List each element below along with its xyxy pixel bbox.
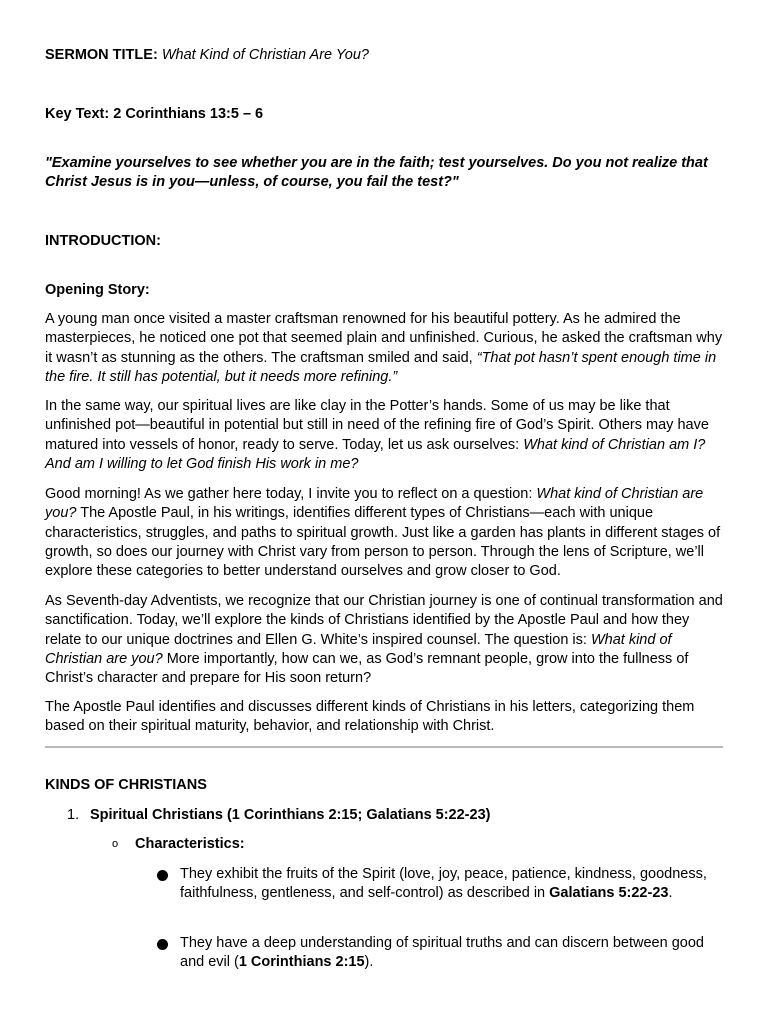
bullet-text-a: They exhibit the fruits of the Spirit (love, joy, peace, patience, kindness, goodness, faithfulness, gentleness, and self-control) as described in (180, 866, 707, 902)
kinds-heading: KINDS OF CHRISTIANS (45, 777, 207, 793)
paragraph-5: The Apostle Paul identifies and discusses different kinds of Christians in his letters, categorizing them based on their spiritual maturity, behavior, and relationship with Christ. (45, 699, 695, 735)
paragraph-3-text-a: Good morning! As we gather here today, I invite you to reflect on a question: (45, 486, 537, 502)
bullet-icon (157, 870, 168, 881)
characteristics-label: Characteristics: (135, 836, 245, 852)
key-verse: "Examine yourselves to see whether you are in the faith; test yourselves. Do you not realize that Christ Jesus is in you—unless, of course, you fail the test?" (45, 155, 708, 191)
list-item-spiritual-christians (67, 806, 727, 825)
bullet-text (180, 865, 725, 904)
sermon-title-line (45, 46, 725, 65)
paragraph-1-text: A young man once visited a master craftsman renowned for his beautiful pottery. As he admired the masterpieces, he noticed one pot that seemed plain and unfinished. Curious, he asked the craftsman why it wasn’t as stunning as the others. The craftsman smiled and said, (45, 311, 723, 366)
paragraph-1-quote: “That pot hasn’t spent enough time in the fire. It still has potential, but it needs more refining.” (45, 349, 717, 385)
bullet-icon (157, 939, 168, 950)
paragraph-2 (45, 397, 725, 474)
paragraph-2-text: In the same way, our spiritual lives are like clay in the Potter’s hands. Some of us may be like that unfinished pot—beautiful in potential but still in need of the refining fire of God’s Spirit. Others may have matured into vessels of honor, ready to serve. Today, let us ask ourselves: (45, 398, 709, 453)
list-item-number: 1. (67, 807, 80, 823)
bullet-text (180, 934, 725, 973)
key-text (45, 105, 725, 124)
introduction-heading: INTRODUCTION: (45, 233, 161, 249)
paragraph-4-question: What kind of Christian are you? (45, 631, 672, 667)
paragraph-3 (45, 485, 725, 581)
hollow-bullet-icon: o (112, 838, 119, 850)
bullet-text-end: . (668, 885, 673, 902)
bullet-reference: Galatians 5:22-23 (549, 885, 669, 902)
bullet-text-a: They have a deep understanding of spiritual truths and can discern between good and evil ( (180, 935, 704, 971)
paragraph-3-text-b: The Apostle Paul, in his writings, identifies different types of Christians—each with unique characteristics, struggles, and paths to spiritual growth. Just like a garden has plants in different stages of growth, so does our journey with Christ vary from person to person. Through the lens of Scripture, we’ll explore these categories to better understand ourselves and grow closer to God. (45, 505, 721, 580)
paragraph-4 (45, 592, 725, 688)
bullet-text-end: ). (364, 954, 374, 971)
opening-story-heading: Opening Story: (45, 282, 150, 298)
horizontal-divider (45, 746, 723, 748)
paragraph-2-question: What kind of Christian am I? And am I willing to let God finish His work in me? (45, 436, 706, 472)
paragraph-4-text-b: More importantly, how can we, as God’s remnant people, grow into the fullness of Christ’s character and prepare for His soon return? (45, 650, 689, 687)
paragraph-4-text-a: As Seventh-day Adventists, we recognize that our Christian journey is one of continual transformation and sanctification. Today, we’ll explore the kinds of Christians identified by the Apostle Paul and how they relate to our unique doctrines and Ellen G. White’s inspired counsel. The question is: (45, 593, 723, 648)
list-item-title: Spiritual Christians (1 Corinthians 2:15; Galatians 5:22-23) (90, 807, 491, 823)
bullet-reference: 1 Corinthians 2:15 (238, 954, 365, 971)
paragraph-1 (45, 310, 725, 387)
paragraph-3-question: What kind of Christian are you? (45, 486, 704, 522)
sermon-title-text: What Kind of Christian Are You? (161, 47, 369, 63)
key-text-label: Key Text: 2 Corinthians 13:5 – 6 (45, 106, 264, 122)
sermon-title-label: SERMON TITLE: (45, 47, 158, 63)
